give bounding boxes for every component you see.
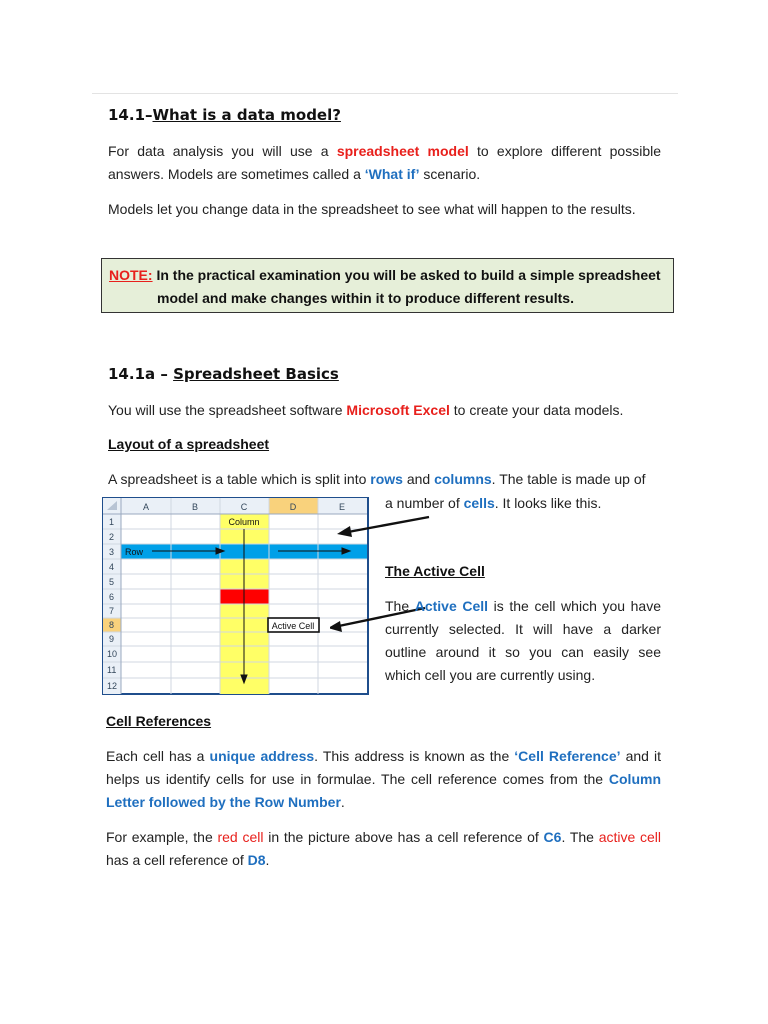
note-line-2: model and make changes within it to produce different results. (157, 290, 574, 306)
active-cell-label: Active Cell (271, 621, 315, 631)
row-header-5: 5 (109, 577, 115, 587)
row-header-4: 4 (109, 562, 115, 572)
subheading-layout: Layout of a spreadsheet (108, 436, 270, 452)
section-heading-data-model: 14.1–What is a data model? (108, 106, 341, 124)
paragraph-data-analysis: For data analysis you will use a spreadsheet model to explore different possible answers. Models are sometimes called a ‘What if’ scenario. (108, 143, 661, 182)
col-header-e: E (338, 502, 346, 512)
active-cell-annotation-arrowhead (330, 621, 342, 632)
paragraph-rows-columns: A spreadsheet is a table which is split into rows and columns. The table is made up of (108, 471, 646, 487)
paragraph-excel: You will use the spreadsheet software Microsoft Excel to create your data models. (108, 402, 624, 418)
row-header-7: 7 (109, 606, 115, 616)
row-header-1: 1 (109, 517, 115, 527)
subheading-active-cell: The Active Cell (385, 563, 485, 579)
note-box (101, 258, 674, 313)
top-divider (92, 93, 678, 94)
row-header-8: 8 (109, 620, 115, 630)
row-header-9: 9 (109, 634, 115, 644)
col-header-b: B (191, 502, 199, 512)
row-header-10: 10 (107, 649, 118, 659)
column-annotation-arrow (348, 517, 429, 532)
paragraph-cell-reference: Each cell has a unique address. This address is known as the ‘Cell Reference’ and it helps us identify cells for use in formulae. The cell reference comes from the Column Letter followed by the Row Number. (106, 748, 661, 810)
col-header-a: A (142, 502, 150, 512)
column-annotation-arrowhead (337, 526, 352, 537)
note-label: NOTE: (109, 267, 153, 283)
paragraph-active-cell: The Active Cell is the cell which you have currently selected. It will have a darker outline around it so you can easily see which cell you are currently using. (385, 598, 661, 683)
paragraph-models: Models let you change data in the spreadsheet to see what will happen to the results. (108, 201, 636, 217)
section-heading-spreadsheet-basics: 14.1a – Spreadsheet Basics (108, 365, 339, 383)
paragraph-example: For example, the red cell in the picture above has a cell reference of C6. The active cell has a cell reference of D8. (106, 829, 662, 868)
column-label: Column (228, 517, 260, 527)
row-header-6: 6 (109, 592, 115, 602)
row-header-3: 3 (109, 547, 115, 557)
col-header-c: C (240, 502, 248, 512)
row-label: Row (125, 547, 144, 557)
row-header-2: 2 (109, 532, 115, 542)
subheading-cell-references: Cell References (106, 713, 212, 729)
note-line-1: In the practical examination you will be asked to build a simple spreadsheet (152, 267, 661, 283)
col-header-d: D (289, 502, 297, 512)
row-header-11: 11 (107, 665, 117, 675)
row-header-12: 12 (107, 681, 118, 691)
paragraph-cells: a number of cells. It looks like this. (385, 495, 602, 511)
